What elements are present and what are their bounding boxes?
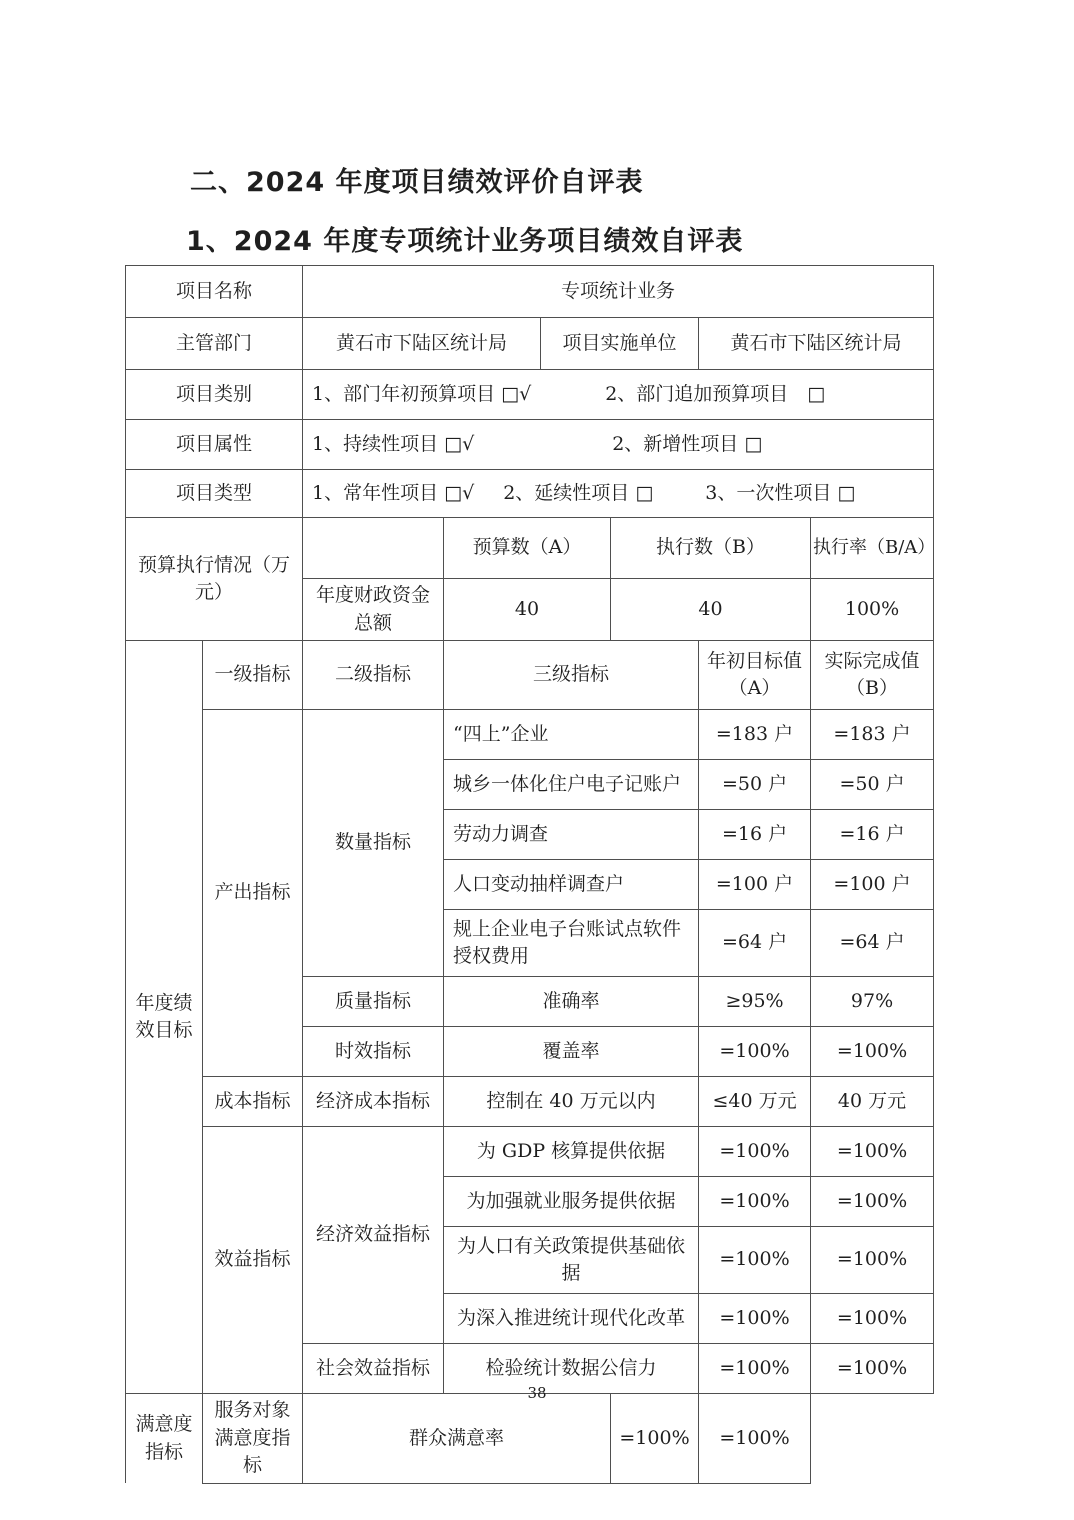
target-cell: =100% (699, 1127, 811, 1177)
actual-cell: =100% (811, 1294, 934, 1344)
actual-cell: =16 户 (811, 810, 934, 860)
checkbox-option: 3、一次性项目 □ (705, 481, 856, 504)
attribute-options-cell (303, 420, 934, 470)
actual-cell: =100% (811, 1177, 934, 1227)
row-dept (126, 318, 934, 370)
checkbox-option: 2、部门追加预算项目 □ (605, 382, 826, 405)
row-budget-header (126, 518, 934, 579)
actual-cell: =100% (699, 1394, 811, 1484)
l3-cell: 检验统计数据公信力 (444, 1344, 699, 1394)
category-options (312, 381, 925, 409)
target-cell: =100% (611, 1394, 699, 1484)
l3-cell: 群众满意率 (303, 1394, 611, 1484)
l2-cell-econ-benefit: 经济效益指标 (303, 1127, 444, 1344)
row-project-name (126, 266, 934, 318)
type-options-cell (303, 470, 934, 518)
target-cell: =100% (699, 1294, 811, 1344)
l1-cell-benefit: 效益指标 (203, 1127, 303, 1394)
checkbox-option: 1、持续性项目 □√ (312, 432, 475, 455)
perf-header-l1: 一级指标 (203, 641, 303, 710)
l3-cell: 人口变动抽样调查户 (444, 860, 699, 910)
dept-label: 主管部门 (126, 318, 303, 370)
actual-cell: 40 万元 (811, 1077, 934, 1127)
actual-cell: =183 户 (811, 710, 934, 760)
l2-cell-social-benefit: 社会效益指标 (303, 1344, 444, 1394)
row-type (126, 470, 934, 518)
l3-cell: 城乡一体化住户电子记账户 (444, 760, 699, 810)
self-eval-table (125, 265, 934, 1484)
l3-cell: 为 GDP 核算提供依据 (444, 1127, 699, 1177)
project-name-value: 专项统计业务 (303, 266, 934, 318)
actual-cell: =100% (811, 1127, 934, 1177)
budget-col-rate: 执行率（B/A） (811, 518, 934, 579)
section-title: 二、2024 年度项目绩效评价自评表 (190, 167, 644, 198)
dept-value: 黄石市下陆区统计局 (303, 318, 541, 370)
page-number: 38 (527, 1384, 547, 1402)
l3-cell: 为加强就业服务提供依据 (444, 1177, 699, 1227)
l2-cell-timeliness: 时效指标 (303, 1027, 444, 1077)
target-cell: =16 户 (699, 810, 811, 860)
perf-row (126, 1077, 934, 1127)
budget-val-b: 40 (611, 579, 811, 641)
type-label: 项目类型 (126, 470, 303, 518)
category-options-cell (303, 370, 934, 420)
attribute-options (312, 431, 925, 459)
l1-cell-output: 产出指标 (203, 710, 303, 1077)
attribute-label: 项目属性 (126, 420, 303, 470)
budget-sub-label: 年度财政资金总额 (303, 579, 444, 641)
l3-cell: 准确率 (444, 977, 699, 1027)
l3-cell: 覆盖率 (444, 1027, 699, 1077)
target-cell: ≤40 万元 (699, 1077, 811, 1127)
row-perf-header (126, 641, 934, 710)
perf-row (126, 1127, 934, 1177)
target-cell: =183 户 (699, 710, 811, 760)
actual-cell: =50 户 (811, 760, 934, 810)
l1-cell-satisfaction: 满意度指标 (126, 1394, 203, 1484)
perf-row (126, 710, 934, 760)
row-attribute (126, 420, 934, 470)
actual-cell: =100% (811, 1227, 934, 1294)
l3-cell: 为人口有关政策提供基础依据 (444, 1227, 699, 1294)
target-cell: =100% (699, 1227, 811, 1294)
perf-header-l2: 二级指标 (303, 641, 444, 710)
checkbox-option: 2、新增性项目 □ (612, 432, 763, 455)
perf-header-actual: 实际完成值（B） (811, 641, 934, 710)
table-title: 1、2024 年度专项统计业务项目绩效自评表 (186, 226, 744, 257)
actual-cell: =100% (811, 1344, 934, 1394)
l2-cell-econ-cost: 经济成本指标 (303, 1077, 444, 1127)
project-name-label: 项目名称 (126, 266, 303, 318)
actual-cell: =100% (811, 1027, 934, 1077)
target-cell: =100% (699, 1177, 811, 1227)
target-cell: =100 户 (699, 860, 811, 910)
l3-cell: 劳动力调查 (444, 810, 699, 860)
type-options (312, 480, 925, 508)
row-category (126, 370, 934, 420)
budget-col-b: 执行数（B） (611, 518, 811, 579)
impl-unit-value: 黄石市下陆区统计局 (699, 318, 934, 370)
target-cell: =50 户 (699, 760, 811, 810)
checkbox-option: 1、部门年初预算项目 □√ (312, 382, 532, 405)
category-label: 项目类别 (126, 370, 303, 420)
l2-cell-quantity: 数量指标 (303, 710, 444, 977)
perf-header-l3: 三级指标 (444, 641, 699, 710)
checkbox-option: 2、延续性项目 □ (503, 481, 654, 504)
actual-cell: =64 户 (811, 910, 934, 977)
perf-row (126, 1394, 934, 1484)
budget-label: 预算执行情况（万元） (126, 518, 303, 641)
budget-col-a: 预算数（A） (444, 518, 611, 579)
impl-unit-label: 项目实施单位 (541, 318, 699, 370)
l2-cell-quality: 质量指标 (303, 977, 444, 1027)
l3-cell: 为深入推进统计现代化改革 (444, 1294, 699, 1344)
actual-cell: =100 户 (811, 860, 934, 910)
actual-cell: 97% (811, 977, 934, 1027)
checkbox-option: 1、常年性项目 □√ (312, 481, 475, 504)
l3-cell: 控制在 40 万元以内 (444, 1077, 699, 1127)
budget-val-a: 40 (444, 579, 611, 641)
perf-header-target: 年初目标值（A） (699, 641, 811, 710)
target-cell: =100% (699, 1027, 811, 1077)
target-cell: =100% (699, 1344, 811, 1394)
budget-empty-cell (303, 518, 444, 579)
l3-cell: 规上企业电子台账试点软件授权费用 (444, 910, 699, 977)
perf-group-label: 年度绩效目标 (126, 641, 203, 1394)
budget-val-rate: 100% (811, 579, 934, 641)
target-cell: ≥95% (699, 977, 811, 1027)
l1-cell-cost: 成本指标 (203, 1077, 303, 1127)
l3-cell: “四上”企业 (444, 710, 699, 760)
l2-cell-service-satisfaction: 服务对象满意度指标 (203, 1394, 303, 1484)
target-cell: =64 户 (699, 910, 811, 977)
